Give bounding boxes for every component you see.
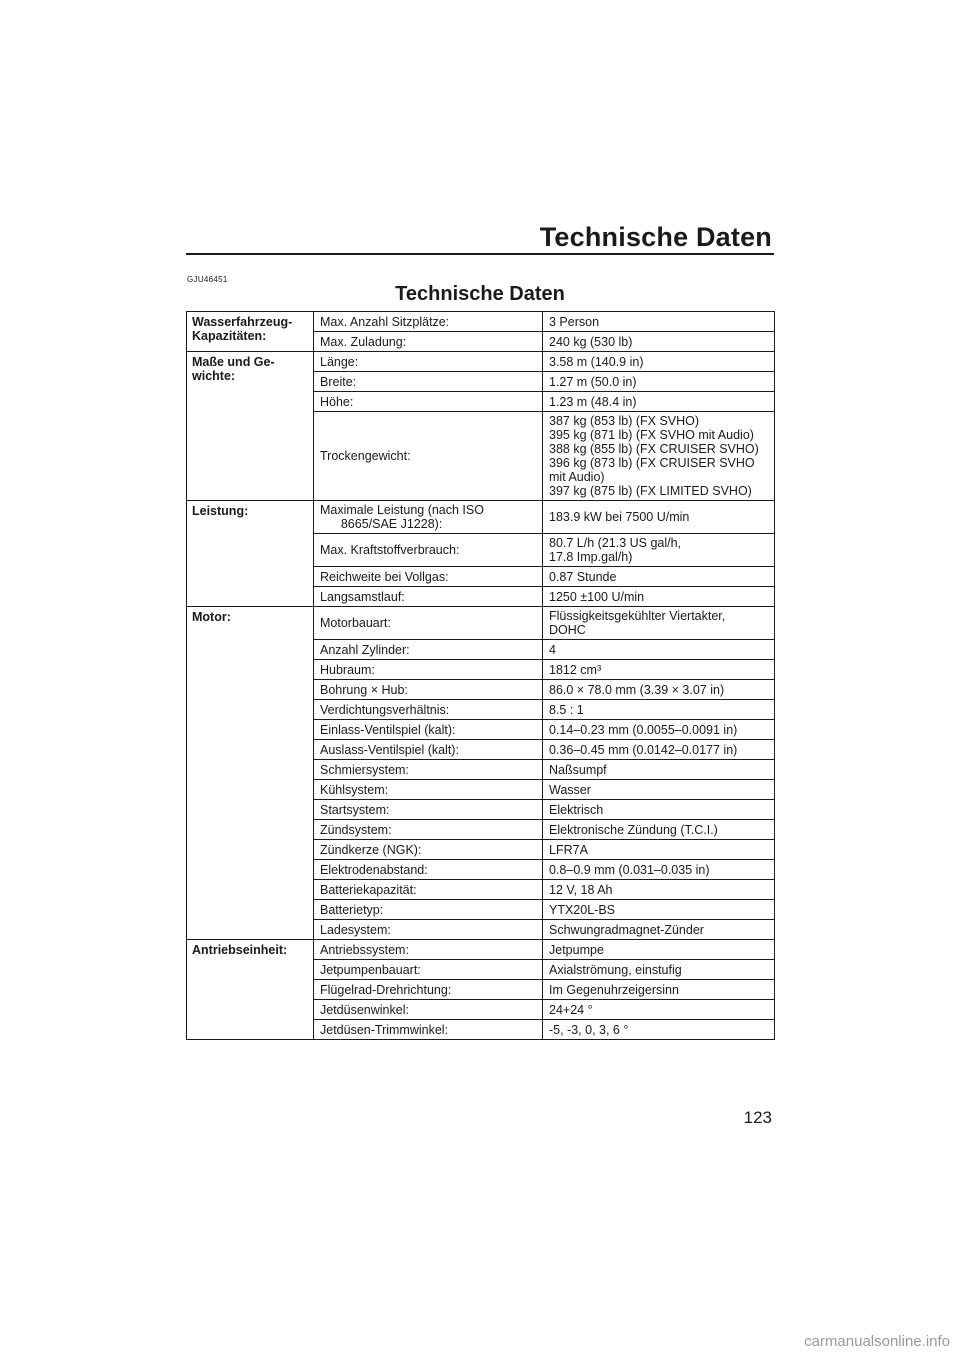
spec-label-cell: Höhe: <box>314 392 543 412</box>
spec-label-cell: Zündkerze (NGK): <box>314 840 543 860</box>
spec-value-cell: -5, -3, 0, 3, 6 ° <box>543 1020 775 1040</box>
spec-value-cell: 0.87 Stunde <box>543 567 775 587</box>
spec-value-cell: Wasser <box>543 780 775 800</box>
spec-value-cell: Elektrisch <box>543 800 775 820</box>
table-row <box>187 501 775 534</box>
category-cell: Wasserfahrzeug- Kapazitäten: <box>187 312 314 352</box>
spec-value-cell: 24+24 ° <box>543 1000 775 1020</box>
spec-label-cell: Max. Kraftstoffverbrauch: <box>314 534 543 567</box>
spec-label-cell: Trockengewicht: <box>314 412 543 501</box>
specifications-table-body <box>187 312 775 1040</box>
watermark: carmanualsonline.info <box>804 1333 950 1350</box>
spec-value-cell: 1812 cm³ <box>543 660 775 680</box>
section-title: Technische Daten <box>395 283 565 305</box>
spec-value-cell: 3.58 m (140.9 in) <box>543 352 775 372</box>
spec-label-cell: Antriebssystem: <box>314 940 543 960</box>
spec-label-cell: Elektrodenabstand: <box>314 860 543 880</box>
spec-label-cell: Maximale Leistung (nach ISO 8665/SAE J1228): <box>314 501 543 534</box>
spec-value-cell: Elektronische Zündung (T.C.I.) <box>543 820 775 840</box>
table-row <box>187 312 775 332</box>
spec-label-cell: Jetdüsenwinkel: <box>314 1000 543 1020</box>
spec-value-cell: 12 V, 18 Ah <box>543 880 775 900</box>
spec-value-cell: Schwungradmagnet-Zünder <box>543 920 775 940</box>
spec-label-cell: Max. Zuladung: <box>314 332 543 352</box>
spec-label-cell: Länge: <box>314 352 543 372</box>
spec-value-cell: Naßsumpf <box>543 760 775 780</box>
section-code: GJU46451 <box>187 275 228 284</box>
spec-label-cell: Zündsystem: <box>314 820 543 840</box>
header-rule <box>186 253 774 255</box>
spec-value-cell: 0.36–0.45 mm (0.0142–0.0177 in) <box>543 740 775 760</box>
spec-value-cell: 1.27 m (50.0 in) <box>543 372 775 392</box>
category-cell: Leistung: <box>187 501 314 607</box>
spec-value-cell: YTX20L-BS <box>543 900 775 920</box>
table-row <box>187 607 775 640</box>
spec-value-cell: 183.9 kW bei 7500 U/min <box>543 501 775 534</box>
table-row <box>187 940 775 960</box>
spec-label-cell: Jetdüsen-Trimmwinkel: <box>314 1020 543 1040</box>
spec-value-cell: Axialströmung, einstufig <box>543 960 775 980</box>
spec-label-cell: Breite: <box>314 372 543 392</box>
spec-label-cell: Kühlsystem: <box>314 780 543 800</box>
spec-value-cell: 3 Person <box>543 312 775 332</box>
spec-label-cell: Verdichtungsverhältnis: <box>314 700 543 720</box>
spec-value-cell: 1250 ±100 U/min <box>543 587 775 607</box>
spec-label-cell: Batterietyp: <box>314 900 543 920</box>
spec-value-cell: Flüssigkeitsgekühlter Viertakter, DOHC <box>543 607 775 640</box>
specifications-table <box>186 311 775 1040</box>
spec-value-cell: Jetpumpe <box>543 940 775 960</box>
spec-value-cell: 387 kg (853 lb) (FX SVHO) 395 kg (871 lb) (FX SVHO mit Audio) 388 kg (855 lb) (FX CRUISER SVHO) 396 kg (873 lb) (FX CRUISER SVHO mit Audio) 397 kg (875 lb) (FX LIMITED SVHO) <box>543 412 775 501</box>
spec-value-cell: 8.5 : 1 <box>543 700 775 720</box>
spec-value-cell: 1.23 m (48.4 in) <box>543 392 775 412</box>
spec-value-cell: 86.0 × 78.0 mm (3.39 × 3.07 in) <box>543 680 775 700</box>
spec-value-cell: 0.8–0.9 mm (0.031–0.035 in) <box>543 860 775 880</box>
spec-value-cell: 240 kg (530 lb) <box>543 332 775 352</box>
spec-label-cell: Langsamstlauf: <box>314 587 543 607</box>
page-number: 123 <box>743 1108 772 1127</box>
spec-value-cell: 0.14–0.23 mm (0.0055–0.0091 in) <box>543 720 775 740</box>
spec-label-cell: Hubraum: <box>314 660 543 680</box>
spec-label-cell: Reichweite bei Vollgas: <box>314 567 543 587</box>
table-row <box>187 352 775 372</box>
spec-label-cell: Jetpumpenbauart: <box>314 960 543 980</box>
spec-label-cell: Batteriekapazität: <box>314 880 543 900</box>
spec-label-cell: Max. Anzahl Sitzplätze: <box>314 312 543 332</box>
spec-label-cell: Ladesystem: <box>314 920 543 940</box>
category-cell: Motor: <box>187 607 314 940</box>
spec-value-cell: 80.7 L/h (21.3 US gal/h, 17.8 Imp.gal/h) <box>543 534 775 567</box>
spec-label-cell: Anzahl Zylinder: <box>314 640 543 660</box>
spec-label-cell: Bohrung × Hub: <box>314 680 543 700</box>
spec-value-cell: LFR7A <box>543 840 775 860</box>
category-cell: Maße und Ge- wichte: <box>187 352 314 501</box>
page-header-title: Technische Daten <box>539 222 772 252</box>
spec-label-cell: Auslass-Ventilspiel (kalt): <box>314 740 543 760</box>
category-cell: Antriebseinheit: <box>187 940 314 1040</box>
spec-label-cell: Flügelrad-Drehrichtung: <box>314 980 543 1000</box>
spec-label-cell: Schmiersystem: <box>314 760 543 780</box>
spec-label-cell: Motorbauart: <box>314 607 543 640</box>
spec-value-cell: 4 <box>543 640 775 660</box>
spec-label-cell: Startsystem: <box>314 800 543 820</box>
spec-value-cell: Im Gegenuhrzeigersinn <box>543 980 775 1000</box>
spec-label-cell: Einlass-Ventilspiel (kalt): <box>314 720 543 740</box>
